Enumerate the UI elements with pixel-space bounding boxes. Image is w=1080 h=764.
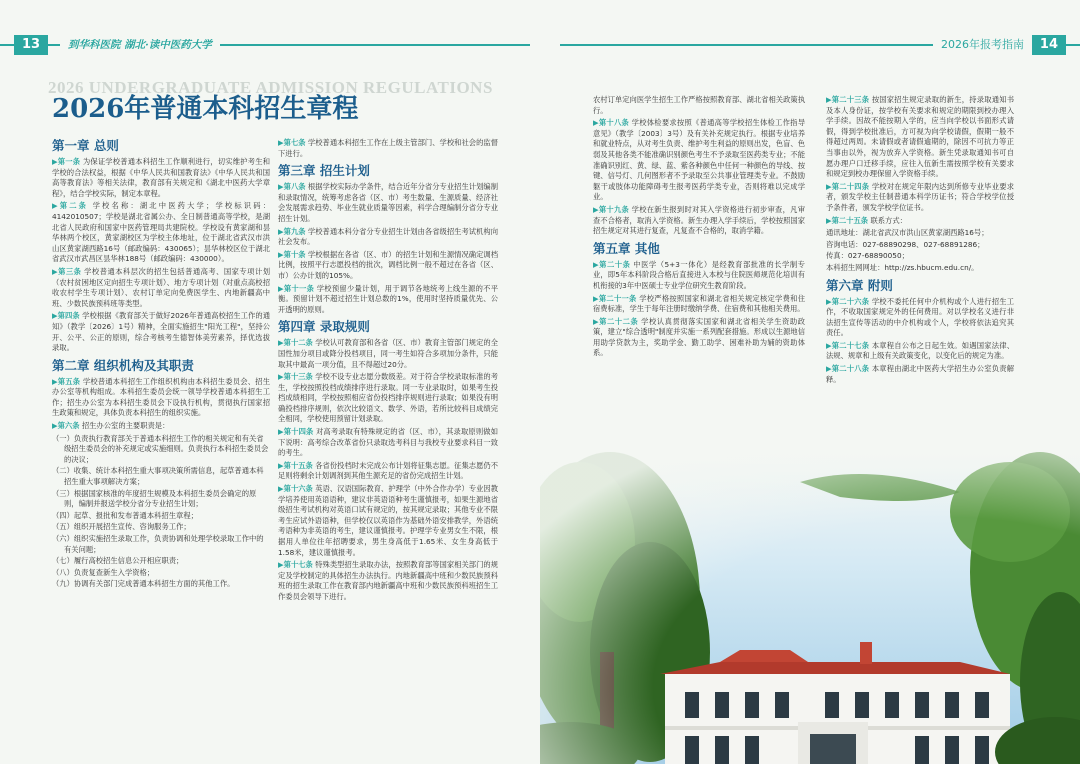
campus-building-photo [540, 452, 1080, 764]
article: ▶第八条 根据学校实际办学条件，结合近年分省分专业招生计划编制和录取情况，统筹考虑各省（区、市）考生数量、生源质量、经济社会发展需求趋势、毕业生就业质量等因素，科学合理编制分省分专业招生计划。 [278, 182, 498, 223]
chapter-heading: 第六章 附则 [826, 277, 893, 293]
column-3 [593, 95, 805, 361]
article: ▶第二十条 中医学（5+3一体化）是经教育部批准的长学制专业，即5年本科阶段合格后直接进入本校与住院医师规范化培训有机衔接的3年中医硕士专业学位研究生教育阶段。 [593, 259, 805, 290]
page-number-right: 14 [1032, 35, 1066, 55]
article: ▶第二十四条 学校对在规定年限内达到所修专业毕业要求者，颁发学校主任制普通本科学历证书；符合学校学位授予条件者，颁发学校学位证书。 [826, 181, 1014, 212]
column-1 [52, 138, 270, 591]
article: ▶第四条 学校根据《教育部关于做好2026年普通高校招生工作的通知》（教学〔2026〕1号）精神，全面实施招生"阳光工程"，坚持公开、公平、公正的原则，综合考核考生德智体美劳素养，择优选拔录取。 [52, 311, 270, 353]
article: ▶第十二条 学校认可教育部和各省（区、市）教育主管部门规定的全国性加分项目或降分投档项目，同一考生如符合多项加分条件，只能取其中最高一项分值，且不得超过20分。 [278, 338, 498, 369]
list-item: （二）收集、统计本科招生重大事项决策所需信息，起草普通本科招生重大事项解决方案； [52, 466, 264, 487]
list-item: （一）负责执行教育部关于普通本科招生工作的相关规定和有关省级招生委员会的补充规定或实施细则。负责执行本科招生委员会的决议； [52, 433, 269, 464]
contact-phone: 咨询电话：027-68890298、027-68891286； [826, 239, 985, 249]
chapter-heading: 第一章 总则 [52, 138, 119, 153]
list-item: （八）负责复查新生入学资格； [52, 567, 155, 577]
article: ▶第六条 招生办公室的主要职责是： [52, 421, 170, 431]
page-number-left: 13 [14, 35, 48, 55]
article: ▶第十七条 特殊类型招生录取办法，按照教育部等国家相关部门的规定及学校制定的具体招生办法执行。内地新疆高中班和少数民族预科班的招生录取工作在教育部内地新疆高中班和少数民族预科班招生工作委员会领导下进行。 [278, 560, 498, 601]
article: ▶第十条 学校根据在各省（区、市）的招生计划和生源情况确定调档比例，按照平行志愿投档的批次，调档比例一般不超过在各省（区、市）公办计划的105%。 [278, 249, 498, 280]
article: ▶第十三条 学校不设专业志愿分数级差。对于符合学校录取标准的考生，学校按照投档成绩排序进行录取。同一专业录取时，如果考生投档成绩相同，学校按照相应省份投档排序规则进行录取；如果没有明确投档排序规则，依次比较语文、数学、外语，若所比较科目成绩完全相同，学校使用预留计划录取。 [278, 372, 498, 424]
article: ▶第十八条 学校体检要求按照《普通高等学校招生体检工作指导意见》（教学〔2003〕3号）及有关补充规定执行。根据专业培养和就业特点，从对考生负责、维护考生利益的原则出发，色盲、色弱及其他各类不能准确识别颜色考生不予录取至医药类专业；不能准确识别红、黄、绿、蓝、紫各种颜色中任何一种颜色的导线、按键、信号灯、几何图形者不予录取至公共事业管理类专业。不鼓励躯干或肢体功能障碍考生报考医药学类专业，否则将难以完成学业。 [593, 118, 805, 202]
header-guide-title: 2026年报考指南 [933, 36, 1032, 54]
article: ▶第十五条 各省份投档时未完成公布计划将征集志愿。征集志愿仍不足则将剩余计划调剂到其他生源充足的省份完成招生计划。 [278, 460, 498, 481]
chapter-heading: 第四章 录取规则 [278, 319, 370, 335]
contact-address: 通讯地址：湖北省武汉市洪山区黄家湖西路16号； [826, 228, 989, 238]
column-2 [278, 138, 498, 605]
page-title: 2026年普通本科招生章程 [52, 94, 359, 124]
article: ▶第七条 学校普通本科招生工作在上级主管部门、学校和社会的监督下进行。 [278, 138, 498, 158]
article: ▶第二十八条 本章程由湖北中医药大学招生办公室负责解释。 [826, 364, 1014, 384]
article: ▶第二条 学校名称：湖北中医药大学；学校标识码：4142010507；学校是湖北省属公办、全日制普通高等学校，是湖北省人民政府和国家中医药管理局共建院校。学校设有黄家湖和昙华林两个校区，黄家湖校区为学校主体地址，位于湖北省武汉市洪山区黄家湖西路16号（邮政编码：430065）；昙华林校区位于湖北省武汉市武昌区昙华林188号（邮政编码：430000）。 [52, 201, 270, 264]
article: ▶第二十七条 本章程自公布之日起生效。如遇国家法律、法规、规章和上级有关政策变化，以变化后的规定为准。 [826, 340, 1014, 361]
chapter-heading: 第五章 其他 [593, 240, 660, 256]
list-item: （六）组织实施招生录取工作，负责协调和处理学校录取工作中的有关问题； [52, 534, 264, 554]
contact-fax: 传真：027-68890050； [826, 251, 909, 261]
article: ▶第十四条 对高考录取有特殊规定的省（区、市），其录取原则做如下说明：高考综合改革省份只录取选考科目与我校专业要求科目一致的考生。 [278, 427, 498, 458]
article: ▶第二十五条 联系方式： [826, 215, 907, 225]
list-item: （三）根据国家核准的年度招生规模及本科招生委员会确定的原则，编制并报送学校分省分专业招生计划； [52, 488, 257, 509]
article-continued: 农村订单定向医学生招生工作严格按照教育部、湖北省相关政策执行。 [593, 95, 805, 115]
article: ▶第十六条 英语、汉语国际教育、护理学（中外合作办学）专业因教学培养使用英语语种，建议非英语语种考生谨慎报考，如果生源地省级招生考试机构对英语口试有规定的，按其规定录取；其他专业不限考生应试外语语种，但学校仅以英语作为基础外语安排教学，外语统考语种为非英语的考生，建议谨慎报考。护理学专业男女生不限，根据用人单位往年招聘要求，男生身高低于1.65米、女生身高低于1.58米，建议谨慎报考。 [278, 484, 498, 557]
article: ▶第五条 学校普通本科招生工作组织机构由本科招生委员会、招生办公室等机构组成。本科招生委员会统一领导学校普通本科招生工作；招生办公室为本科招生委员会下设执行机构，贯彻执行国家招生政策和规定，具体负责本科招生的组织实施。 [52, 376, 270, 418]
article: ▶第十九条 学校在新生报到时对其入学资格进行初步审查，凡审查不合格者，取消入学资格。新生办理入学手续后，学校按照国家招生规定对其进行复查，凡复查不合格的，取消学籍。 [593, 204, 805, 236]
list-item: （七）履行高校招生信息公开相应职责； [52, 556, 184, 566]
article: ▶第一条 为保证学校普通本科招生工作顺利进行，切实维护考生和学校的合法权益，根据《中华人民共和国教育法》《中华人民共和国高等教育法》等相关法律，教育部有关规定和《湖北中医药大学章程》，结合学校实际，制定本章程。 [52, 157, 270, 198]
article: ▶第三条 学校普通本科层次的招生包括普通高考、国家专项计划（农村贫困地区定向招生专项计划）、地方专项计划（对重点高校招收农村学生专项计划）、农村订单定向免费医学生、内地新疆高中班、少数民族预科班等类型。 [52, 266, 270, 308]
article: ▶第二十二条 学校认真贯彻落实国家和湖北省相关学生资助政策，建立"综合透明"制度并实施一系列配套措施。形成以生源地信用助学贷款为主，奖助学金、勤工助学、困难补助为辅的资助体系。 [593, 316, 805, 358]
chapter-heading: 第二章 组织机构及其职责 [52, 357, 194, 373]
article: ▶第二十一条 学校严格按照国家和湖北省相关规定核定学费和住宿费标准，学生于每年注册时缴纳学费、住宿费和其他相关费用。 [593, 293, 805, 314]
list-item: （五）组织开展招生宣传、咨询服务工作； [52, 522, 191, 532]
header-slogan: 到华科医院 湖北·读中医药大学 [60, 36, 220, 54]
article: ▶第十一条 学校预留少量计划，用于调节各地统考上线生源的不平衡。预留计划不超过招生计划总数的1%，使用时坚持质量优先、公开透明的原则。 [278, 283, 498, 314]
article: ▶第二十三条 按国家招生规定录取的新生，持录取通知书及本人身份证，按学校有关要求和规定的期限到校办理入学手续。因故不能按期入学的，应当向学校以书面形式请假，得到学校批准后，方可视为向学校请假，假期一般不得超过两周。未请假或者请假逾期的，除因不可抗力等正当事由以外，视为放弃入学资格。新生凭录取通知书可自愿办理户口迁移手续，应往入伍新生需按照学校有关要求和规定到校办理保留入学资格手续。 [826, 95, 1014, 179]
list-item: （九）协调有关部门完成普通本科招生方面的其他工作。 [52, 579, 235, 589]
list-item: （四）起草、报批和发布普通本科招生章程； [52, 510, 198, 520]
column-4 [826, 95, 1014, 387]
article: ▶第九条 学校普通本科分省分专业招生计划由各省级招生考试机构向社会发布。 [278, 226, 498, 247]
title-watermark: 2026 UNDERGRADUATE ADMISSION REGULATIONS [48, 78, 493, 97]
article: ▶第二十六条 学校不委托任何中介机构或个人进行招生工作，不收取国家规定外的任何费用。对以学校名义进行非法招生宣传等活动的中介机构或个人，学校将依法追究其责任。 [826, 296, 1014, 338]
contact-website: 本科招生网网址：http://zs.hbucm.edu.cn/。 [826, 262, 979, 272]
chapter-heading: 第三章 招生计划 [278, 163, 370, 179]
